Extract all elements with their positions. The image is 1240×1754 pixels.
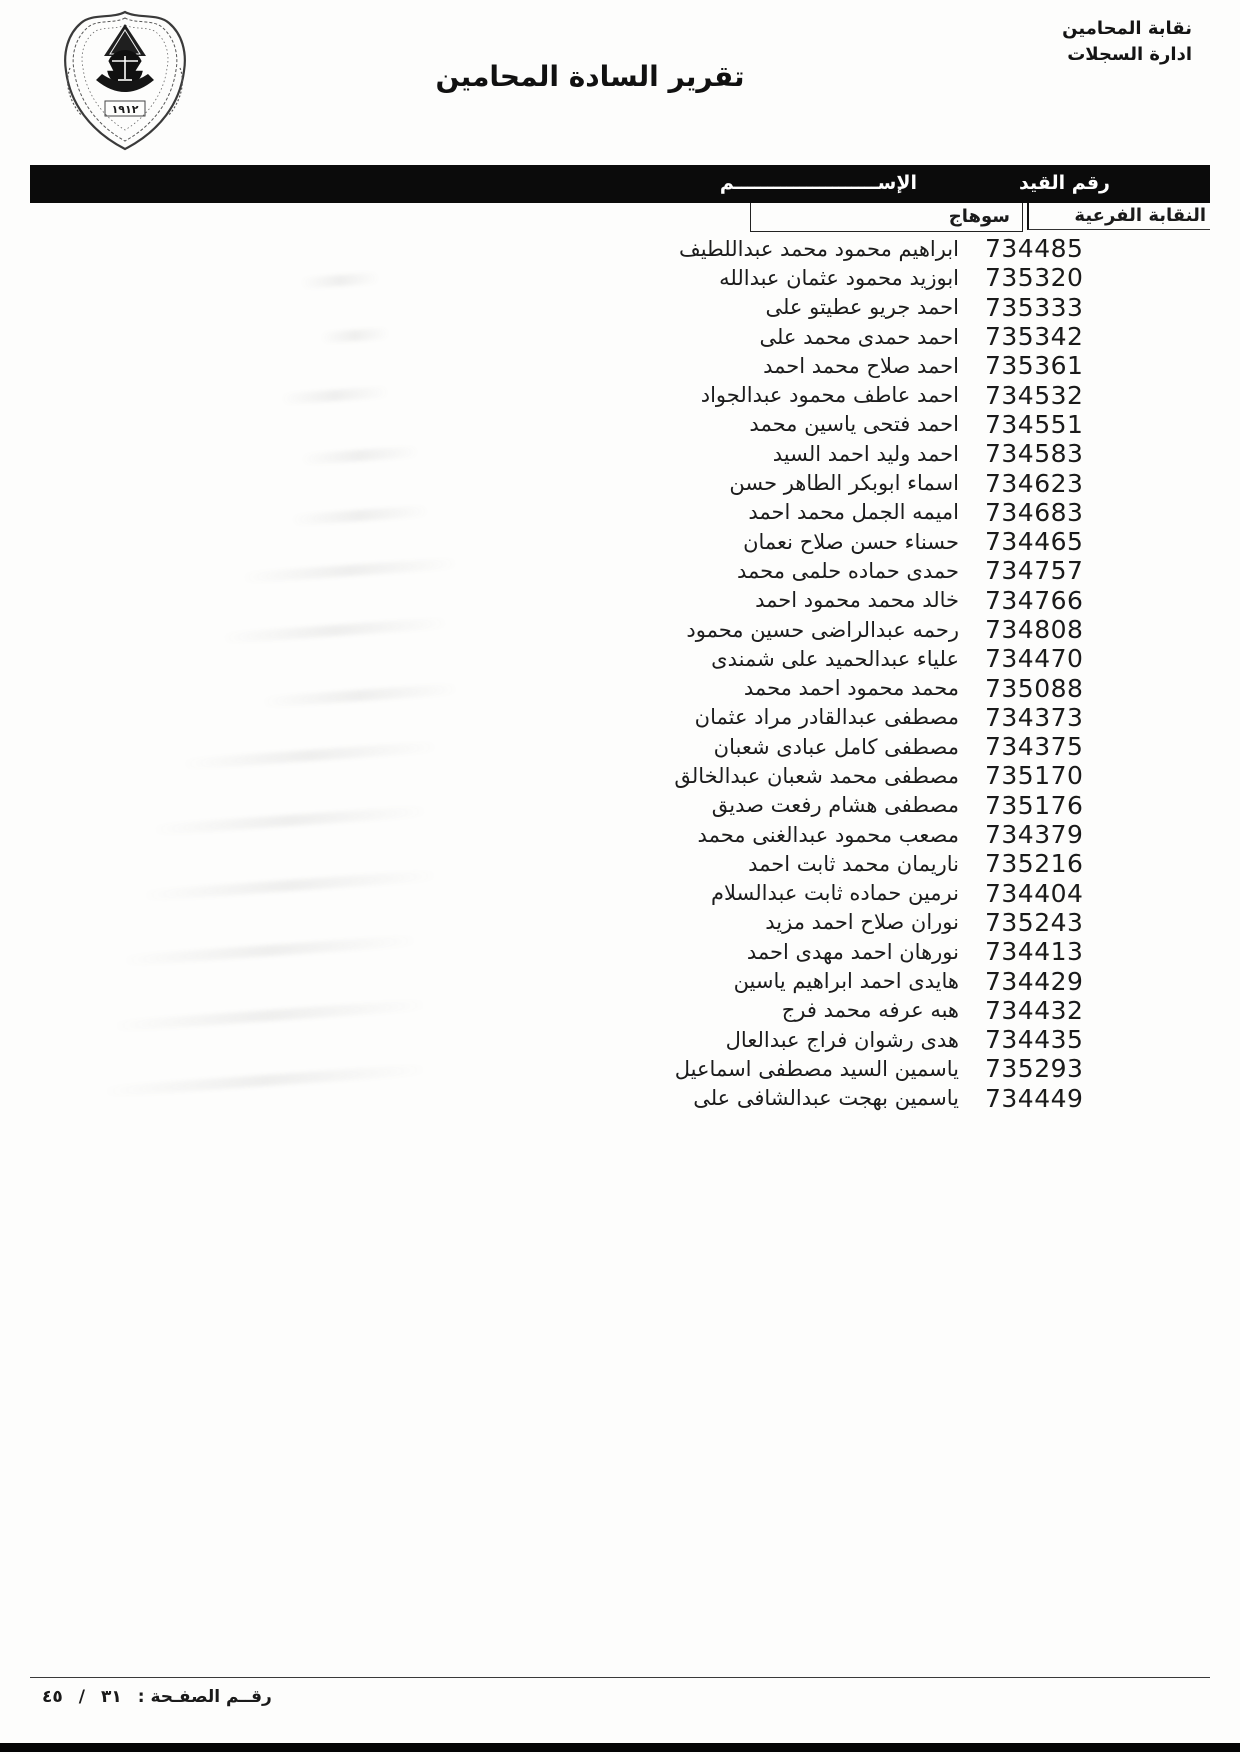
table-row: [30, 791, 1210, 820]
table-row: [30, 410, 1210, 439]
page-title: تقرير السادة المحامين: [435, 60, 745, 93]
lawyer-reg-no: 734432: [985, 995, 1084, 1025]
lawyer-name: هبه عرفه محمد فرج: [781, 998, 959, 1023]
table-row: [30, 1025, 1210, 1054]
lawyer-reg-no: 734379: [985, 820, 1084, 850]
footer-divider: [30, 1677, 1210, 1678]
lawyer-name: نورهان احمد مهدى احمد: [746, 939, 959, 964]
table-row: [30, 556, 1210, 585]
lawyer-reg-no: 734373: [985, 702, 1084, 732]
branch-label: النقابة الفرعية: [1027, 203, 1210, 230]
lawyer-reg-no: 735088: [985, 673, 1084, 703]
lawyer-name: ابراهيم محمود محمد عبداللطيف: [678, 236, 959, 261]
lawyer-reg-no: 734404: [985, 878, 1084, 908]
organisation-block: [1062, 16, 1192, 68]
table-row: [30, 527, 1210, 556]
table-row: [30, 234, 1210, 263]
lawyer-reg-no: 734435: [985, 1025, 1084, 1055]
lawyer-reg-no: 735176: [985, 790, 1084, 820]
lawyer-name: اميمه الجمل محمد احمد: [748, 500, 959, 525]
table-row: [30, 498, 1210, 527]
lawyer-name: نوران صلاح احمد مزيد: [765, 910, 959, 935]
table-row: [30, 468, 1210, 497]
table-row: [30, 439, 1210, 468]
lawyer-name: هايدى احمد ابراهيم ياسين: [733, 969, 959, 994]
column-header-name: الإســــــــــــــــــــــم: [719, 172, 917, 194]
lawyer-reg-no: 734429: [985, 966, 1084, 996]
lawyer-reg-no: 735170: [985, 761, 1084, 791]
lawyer-reg-no: 734413: [985, 937, 1084, 967]
branch-value: سوهاج: [750, 203, 1023, 232]
table-row: [30, 908, 1210, 937]
lawyer-name: ابوزيد محمود عثمان عبدالله: [719, 265, 959, 290]
lawyer-name: خالد محمد محمود احمد: [755, 588, 959, 613]
lawyer-reg-no: 734465: [985, 527, 1084, 557]
lawyer-reg-no: 734449: [985, 1083, 1084, 1113]
lawyer-name: ياسمين بهجت عبدالشافى على: [693, 1086, 959, 1111]
lawyer-name: احمد جريو عطيتو على: [765, 295, 959, 320]
table-row: [30, 644, 1210, 673]
lawyer-reg-no: 734757: [985, 556, 1084, 586]
lawyer-reg-no: 734532: [985, 380, 1084, 410]
table-row: [30, 673, 1210, 702]
lawyer-name: ناريمان محمد ثابت احمد: [748, 851, 959, 876]
lawyer-reg-no: 734683: [985, 497, 1084, 527]
lawyer-reg-no: 734623: [985, 468, 1084, 498]
lawyer-reg-no: 734551: [985, 409, 1084, 439]
lawyer-name: نرمين حماده ثابت عبدالسلام: [710, 881, 959, 906]
emblem-shield-icon: [50, 8, 200, 153]
lawyer-reg-no: 735216: [985, 849, 1084, 879]
lawyer-reg-no: 735342: [985, 322, 1084, 352]
table-row: [30, 263, 1210, 292]
bar-association-emblem: [50, 8, 200, 153]
lawyer-name: احمد صلاح محمد احمد: [763, 353, 959, 378]
lawyer-reg-no: 735243: [985, 907, 1084, 937]
lawyer-name: مصطفى كامل عبادى شعبان: [713, 734, 959, 759]
lawyer-reg-no: 734470: [985, 644, 1084, 674]
lawyer-name: اسماء ابوبكر الطاهر حسن: [729, 471, 959, 496]
lawyer-reg-no: 735361: [985, 351, 1084, 381]
organisation-name: نقابة المحامين: [1062, 18, 1192, 39]
page-number-label: رقــم الصفـحة :: [137, 1687, 272, 1707]
table-row: [30, 966, 1210, 995]
lawyer-name: مصطفى هشام رفعت صديق: [711, 793, 959, 818]
bottom-edge-bar: [0, 1743, 1240, 1752]
lawyer-name: احمد وليد احمد السيد: [772, 441, 959, 466]
table-header-bar: [30, 165, 1210, 203]
lawyer-name: مصطفى محمد شعبان عبدالخالق: [674, 763, 959, 788]
column-header-reg-no: رقم القيد: [1019, 172, 1110, 194]
table-row: [30, 849, 1210, 878]
emblem-year: ١٩١٢: [111, 103, 139, 116]
lawyer-name: احمد فتحى ياسين محمد: [749, 412, 959, 437]
lawyer-reg-no: 735333: [985, 292, 1084, 322]
lawyer-name: علياء عبدالحميد على شمندى: [711, 646, 959, 671]
lawyer-name: هدى رشوان فراج عبدالعال: [725, 1027, 959, 1052]
lawyer-reg-no: 734485: [985, 234, 1084, 264]
table-row: [30, 586, 1210, 615]
lawyer-name: حسناء حسن صلاح نعمان: [743, 529, 959, 554]
lawyer-name: رحمه عبدالراضى حسين محمود: [686, 617, 959, 642]
lawyer-reg-no: 735320: [985, 263, 1084, 293]
table-row: [30, 615, 1210, 644]
lawyer-reg-no: 734583: [985, 439, 1084, 469]
lawyer-table-body: [30, 234, 1210, 1113]
table-row: [30, 293, 1210, 322]
lawyer-name: مصعب محمود عبدالغنى محمد: [697, 822, 959, 847]
total-pages: ٤٥: [42, 1687, 63, 1707]
lawyer-reg-no: 735293: [985, 1054, 1084, 1084]
current-page: ٣١: [100, 1687, 122, 1707]
lawyer-name: مصطفى عبدالقادر مراد عثمان: [694, 705, 959, 730]
lawyer-name: ياسمين السيد مصطفى اسماعيل: [674, 1056, 959, 1081]
table-row: [30, 351, 1210, 380]
lawyer-reg-no: 734766: [985, 585, 1084, 615]
department-name: ادارة السجلات: [1067, 44, 1192, 65]
lawyer-name: احمد عاطف محمود عبدالجواد: [700, 383, 959, 408]
lawyer-reg-no: 734375: [985, 732, 1084, 762]
lawyer-name: احمد حمدى محمد على: [759, 324, 959, 349]
lawyer-reg-no: 734808: [985, 615, 1084, 644]
lawyer-name: حمدى حماده حلمى محمد: [736, 558, 959, 583]
branch-subrow: [30, 203, 1210, 232]
page-separator: /: [78, 1687, 85, 1707]
lawyer-name: محمد محمود احمد محمد: [743, 676, 959, 701]
table-row: [30, 380, 1210, 409]
table-row: [30, 322, 1210, 351]
page-number-footer: [42, 1687, 272, 1707]
table-row: [30, 703, 1210, 732]
